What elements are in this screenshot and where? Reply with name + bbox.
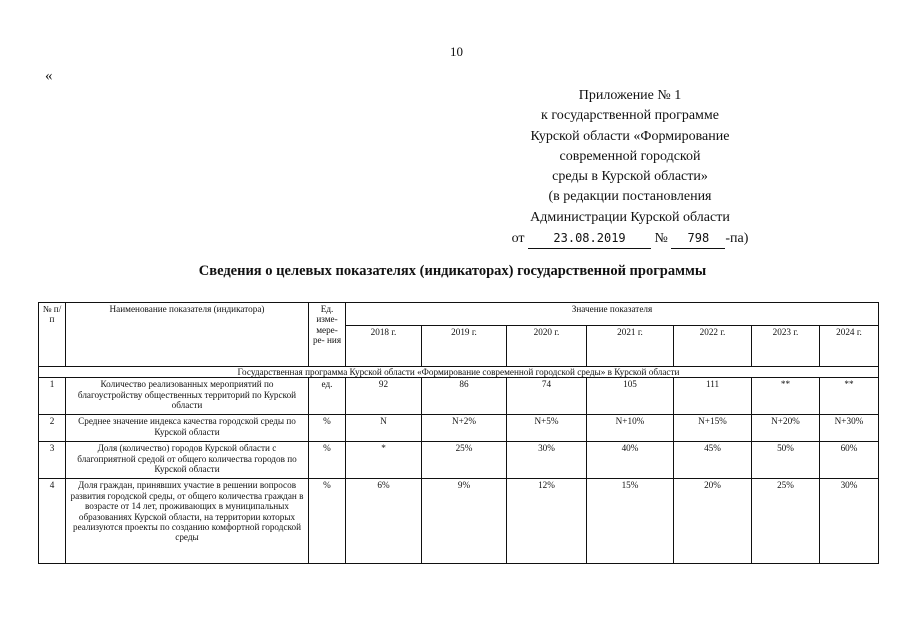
- from-label: от: [511, 231, 525, 247]
- table-row: [39, 479, 879, 564]
- year-header: 2022 г.: [674, 326, 752, 367]
- indicators-table: [38, 302, 879, 564]
- resolution-date: 23.08.2019: [528, 228, 651, 249]
- row-value: 105: [587, 378, 674, 415]
- row-value: **: [820, 378, 879, 415]
- row-value: N+30%: [820, 415, 879, 442]
- row-value: N+5%: [507, 415, 587, 442]
- row-name: Среднее значение индекса качества городской среды по Курской области: [66, 415, 309, 442]
- table-header-row: [39, 303, 879, 326]
- row-value: **: [752, 378, 820, 415]
- row-value: N+15%: [674, 415, 752, 442]
- row-name: Количество реализованных мероприятий по благоустройству общественных территорий по Курской области: [66, 378, 309, 415]
- appendix-title: Приложение № 1: [578, 88, 682, 103]
- row-name: Доля (количество) городов Курской области с благоприятной средой от общего количества городов по Курской области: [66, 442, 309, 479]
- col-header-num: № п/п: [39, 303, 66, 367]
- row-value: 25%: [752, 479, 820, 564]
- row-unit: %: [309, 442, 346, 479]
- row-value: 6%: [346, 479, 422, 564]
- row-value: 40%: [587, 442, 674, 479]
- appendix-line: Курской области «Формирование: [530, 128, 730, 144]
- appendix-block: [450, 86, 810, 249]
- row-num: 3: [39, 442, 66, 479]
- col-header-name: Наименование показателя (индикатора): [66, 303, 309, 367]
- opening-quote: «: [45, 68, 53, 84]
- row-value: 30%: [820, 479, 879, 564]
- page-number: 10: [450, 44, 463, 59]
- year-header: 2019 г.: [422, 326, 507, 367]
- row-unit: %: [309, 415, 346, 442]
- row-name: Доля граждан, принявших участие в решении вопросов развития городской среды, от общего количества граждан в возрасте от 14 лет, проживающих в муниципальных образованиях Курской области, на территории которых реализуются проекты по созданию комфортной городской среды: [66, 479, 309, 564]
- row-unit: ед.: [309, 378, 346, 415]
- appendix-line: к государственной программе: [541, 108, 719, 124]
- row-value: 86: [422, 378, 507, 415]
- section-title: Государственная программа Курской области «Формирование современной городской среды» в Курской области: [39, 367, 879, 378]
- table-row: [39, 415, 879, 442]
- table-row: [39, 442, 879, 479]
- appendix-line: современной городской: [559, 148, 701, 164]
- row-value: 15%: [587, 479, 674, 564]
- row-value: 20%: [674, 479, 752, 564]
- row-num: 1: [39, 378, 66, 415]
- table-row: [39, 378, 879, 415]
- row-value: N+10%: [587, 415, 674, 442]
- row-num: 4: [39, 479, 66, 564]
- row-value: *: [346, 442, 422, 479]
- year-header: 2021 г.: [587, 326, 674, 367]
- row-value: 60%: [820, 442, 879, 479]
- appendix-line: среды в Курской области»: [552, 169, 708, 185]
- row-value: 45%: [674, 442, 752, 479]
- row-value: 12%: [507, 479, 587, 564]
- col-header-unit: Ед. изме- мере- ре- ния: [309, 303, 346, 367]
- row-value: 30%: [507, 442, 587, 479]
- col-header-values: Значение показателя: [346, 303, 879, 326]
- year-header: 2020 г.: [507, 326, 587, 367]
- row-value: 50%: [752, 442, 820, 479]
- row-value: 92: [346, 378, 422, 415]
- row-value: N+2%: [422, 415, 507, 442]
- row-num: 2: [39, 415, 66, 442]
- number-label: №: [654, 231, 668, 247]
- document-heading: Сведения о целевых показателях (индикаторах) государственной программы: [198, 263, 707, 279]
- row-value: 25%: [422, 442, 507, 479]
- appendix-line: (в редакции постановления: [548, 189, 712, 205]
- row-value: 74: [507, 378, 587, 415]
- row-value: N: [346, 415, 422, 442]
- year-header: 2023 г.: [752, 326, 820, 367]
- number-suffix: -па): [725, 231, 749, 247]
- row-value: 9%: [422, 479, 507, 564]
- row-value: 111: [674, 378, 752, 415]
- resolution-number: 798: [671, 228, 725, 249]
- section-row: [39, 367, 879, 378]
- appendix-line: Администрации Курской области: [530, 209, 730, 225]
- row-value: N+20%: [752, 415, 820, 442]
- appendix-date-line: [450, 228, 810, 249]
- year-header: 2018 г.: [346, 326, 422, 367]
- row-unit: %: [309, 479, 346, 564]
- year-header: 2024 г.: [820, 326, 879, 367]
